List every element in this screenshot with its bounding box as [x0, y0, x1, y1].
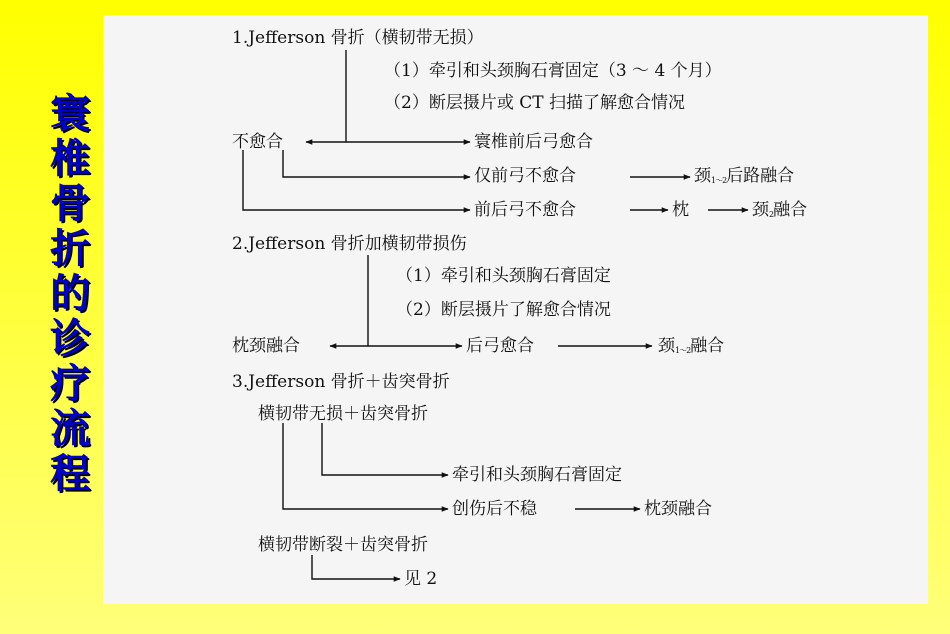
s1-step1: （1）牵引和头颈胸石膏固定（3 ～ 4 个月） — [384, 61, 722, 81]
s1-step2: （2）断层摄片或 CT 扫描了解愈合情况 — [384, 93, 685, 113]
s3-case1: 横韧带无损＋齿突骨折 — [258, 404, 428, 424]
s1-nonunion: 不愈合 — [232, 132, 283, 152]
s1-anterior-result — [694, 166, 794, 191]
s2-step1: （1）牵引和头颈胸石膏固定 — [396, 266, 611, 286]
s1-both-result-b: 融合 — [773, 200, 808, 220]
s2-result-b: 融合 — [690, 336, 725, 356]
s3-case1-opt2: 创伤后不稳 — [452, 499, 537, 519]
s3-case1-result: 枕颈融合 — [644, 499, 712, 519]
s1-anterior-nonunion: 仅前弓不愈合 — [474, 166, 576, 186]
title-char: 流 — [50, 406, 90, 452]
title-char: 寰 — [50, 91, 90, 137]
s1-both-result-a: 颈 — [752, 200, 769, 220]
s3-case2-result: 见 2 — [404, 569, 438, 589]
s2-fusion: 枕颈融合 — [232, 336, 300, 356]
s2-result — [658, 336, 724, 361]
s1-title: 1.Jefferson 骨折（横韧带无损） — [232, 28, 484, 48]
s1-anterior-result-b: 后路融合 — [726, 166, 795, 186]
title-char: 的 — [50, 271, 90, 317]
s2-result-sub: 1～2 — [675, 346, 691, 355]
s3-case2: 横韧带断裂＋齿突骨折 — [258, 535, 428, 555]
s1-both-result — [752, 200, 807, 225]
s2-title: 2.Jefferson 骨折加横韧带损伤 — [232, 234, 467, 254]
s2-result-a: 颈 — [658, 336, 675, 356]
s2-posterior-union: 后弓愈合 — [466, 336, 534, 356]
title-char: 骨 — [50, 181, 90, 227]
s1-anterior-result-sub: 1～2 — [711, 176, 727, 185]
s3-case1-opt1: 牵引和头颈胸石膏固定 — [452, 465, 622, 485]
title-char: 椎 — [50, 136, 90, 182]
s1-both-nonunion: 前后弓不愈合 — [474, 200, 576, 220]
s1-both-mid: 枕 — [672, 200, 689, 220]
s1-anterior-result-a: 颈 — [694, 166, 711, 186]
title-char: 疗 — [50, 361, 90, 407]
s1-union: 寰椎前后弓愈合 — [474, 132, 593, 152]
slide-title — [44, 92, 96, 497]
s2-step2: （2）断层摄片了解愈合情况 — [396, 300, 611, 320]
title-char: 折 — [50, 226, 90, 272]
title-char: 诊 — [50, 316, 90, 362]
title-char: 程 — [50, 451, 90, 497]
s3-title: 3.Jefferson 骨折＋齿突骨折 — [232, 372, 450, 392]
s1-both-result-sub: 2 — [769, 210, 774, 219]
